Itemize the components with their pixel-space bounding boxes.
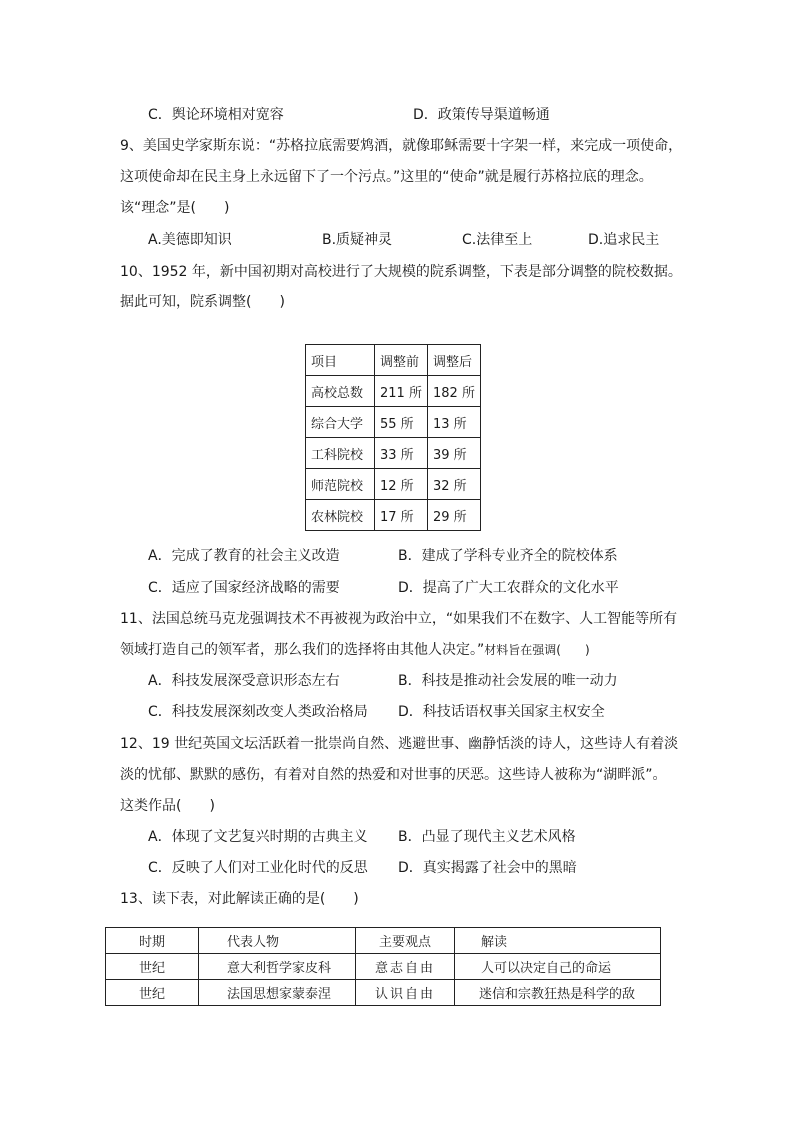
table-cell: 世纪: [106, 980, 199, 1006]
q10-option-d: D．提高了广大工农群众的文化水平: [398, 580, 619, 596]
q9-stem-line-2: 这项使命却在民主身上永远留下了一个污点。”这里的“使命”就是履行苏格拉底的理念。: [120, 169, 653, 185]
table-cell: 人可以决定自己的命运: [455, 954, 661, 980]
q10-stem-line-2: 据此可知，院系调整( ): [120, 294, 285, 310]
table-row: [106, 954, 661, 980]
table-header-cell: 项目: [306, 345, 375, 376]
q10-option-c: C．适应了国家经济战略的需要: [148, 580, 340, 596]
table-header-cell: 代表人物: [199, 928, 356, 954]
table-row: [306, 469, 481, 500]
table-cell: 12 所: [375, 469, 428, 500]
table-cell: 182 所: [428, 376, 481, 407]
table-header-cell: 调整前: [375, 345, 428, 376]
table-cell: 认识自由: [356, 980, 455, 1006]
q9-stem-line-1: 9、美国史学家斯东说：“苏格拉底需要鸩酒，就像耶稣需要十字架一样，来完成一项使命，: [120, 138, 683, 154]
q9-stem-line-3: 该“理念”是( ): [120, 200, 230, 216]
table-cell: 世纪: [106, 954, 199, 980]
table-cell: 55 所: [375, 407, 428, 438]
table-header-row: [106, 928, 661, 954]
q10-option-b: B．建成了学科专业齐全的院校体系: [398, 548, 618, 564]
table-header-cell: 主要观点: [356, 928, 455, 954]
q11-option-a: A．科技发展深受意识形态左右: [148, 673, 340, 689]
q9-option-a: A.美德即知识: [148, 232, 232, 248]
table-header-cell: 解读: [455, 928, 661, 954]
table-cell: 迷信和宗教狂热是科学的敌: [455, 980, 661, 1006]
table-row: [306, 407, 481, 438]
table-cell: 法国思想家蒙泰涅: [199, 980, 356, 1006]
table-header-row: [306, 345, 481, 376]
q12-stem-line-3: 这类作品( ): [120, 798, 215, 814]
q10-stem-line-1: 10、1952 年，新中国初期对高校进行了大规模的院系调整，下表是部分调整的院校数据。: [120, 264, 682, 280]
table-cell: 17 所: [375, 500, 428, 531]
q9-option-b: B.质疑神灵: [322, 232, 393, 248]
table-row: [306, 500, 481, 531]
table-header-cell: 时期: [106, 928, 199, 954]
table-cell: 高校总数: [306, 376, 375, 407]
q11-stem-line-2: [120, 639, 590, 659]
table-cell: 工科院校: [306, 438, 375, 469]
table-header-cell: 调整后: [428, 345, 481, 376]
q12-option-b: B．凸显了现代主义艺术风格: [398, 829, 576, 845]
table-cell: 师范院校: [306, 469, 375, 500]
table-row: [306, 438, 481, 469]
q12-stem-line-1: 12、19 世纪英国文坛活跃着一批崇尚自然、逃避世事、幽静恬淡的诗人，这些诗人有着淡: [120, 736, 679, 752]
table-cell: 农林院校: [306, 500, 375, 531]
q11-option-c: C．科技发展深刻改变人类政治格局: [148, 704, 368, 720]
q11-option-b: B．科技是推动社会发展的唯一动力: [398, 673, 618, 689]
table-cell: 33 所: [375, 438, 428, 469]
table-cell: 意志自由: [356, 954, 455, 980]
table-cell: 13 所: [428, 407, 481, 438]
q13-stem-line-1: 13、读下表，对此解读正确的是( ): [120, 891, 359, 907]
table-cell: 意大利哲学家皮科: [199, 954, 356, 980]
q12-option-c: C．反映了人们对工业化时代的反思: [148, 860, 368, 876]
table-row: [306, 376, 481, 407]
q12-stem-line-2: 淡的忧郁、默默的感伤，有着对自然的热爱和对世事的厌恶。这些诗人被称为“湖畔派”。: [120, 767, 667, 783]
table-cell: 32 所: [428, 469, 481, 500]
q10-option-a: A．完成了教育的社会主义改造: [148, 548, 340, 564]
q9-option-c: C.法律至上: [462, 232, 533, 248]
q11-option-d: D．科技话语权事关国家主权安全: [398, 704, 605, 720]
table-cell: 29 所: [428, 500, 481, 531]
table-cell: 综合大学: [306, 407, 375, 438]
q8-option-d: D．政策传导渠道畅通: [413, 107, 550, 123]
q8-option-c: C．舆论环境相对宽容: [148, 107, 284, 123]
table-cell: 211 所: [375, 376, 428, 407]
q11-question-text: 材料旨在强调( ): [484, 643, 590, 657]
q9-option-d: D.追求民主: [588, 232, 660, 248]
table-cell: 39 所: [428, 438, 481, 469]
q10-data-table: [305, 344, 481, 531]
table-row: [106, 980, 661, 1006]
q11-stem-line-1: 11、法国总统马克龙强调技术不再被视为政治中立，“如果我们不在数字、人工智能等所有: [120, 611, 678, 627]
q11-quote-text: 领域打造自己的领军者，那么我们的选择将由其他人决定。”: [120, 642, 485, 658]
q12-option-d: D．真实揭露了社会中的黑暗: [398, 860, 577, 876]
q13-data-table: [105, 927, 661, 1006]
q12-option-a: A．体现了文艺复兴时期的古典主义: [148, 829, 368, 845]
